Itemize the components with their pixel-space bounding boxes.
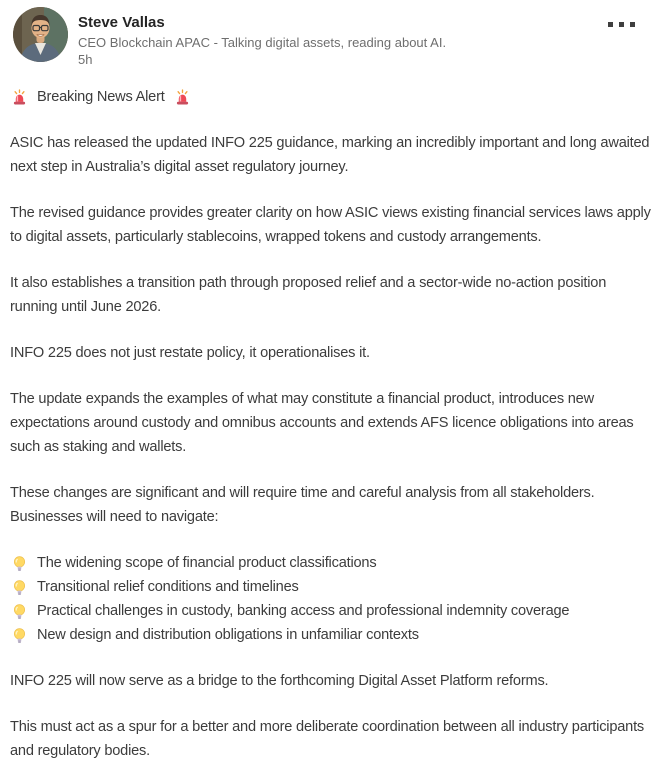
bullet-text: Transitional relief conditions and timelines <box>37 579 299 595</box>
bulb-icon <box>11 603 28 620</box>
ellipsis-icon <box>608 22 635 27</box>
author-name[interactable]: Steve Vallas <box>78 14 165 31</box>
siren-icon <box>11 89 28 106</box>
post-paragraph: These changes are significant and will require time and careful analysis from all stakeholders. Businesses will need to navigate: <box>10 485 595 525</box>
post-header <box>0 0 666 68</box>
avatar[interactable] <box>13 7 68 62</box>
author-headline: CEO Blockchain APAC - Talking digital assets, reading about AI. <box>78 35 447 50</box>
bulb-icon <box>11 555 28 572</box>
bullet-list <box>10 551 656 647</box>
siren-icon <box>174 89 191 106</box>
bulb-icon <box>11 627 28 644</box>
author-info <box>78 7 446 68</box>
post-paragraph: INFO 225 does not just restate policy, it operationalises it. <box>10 345 370 361</box>
alert-line <box>10 85 656 109</box>
post-paragraph: ASIC has released the updated INFO 225 guidance, marking an incredibly important and long awaited next step in Australia’s digital asset regulatory journey. <box>10 135 650 175</box>
bullet-item <box>10 599 656 623</box>
alert-text: Breaking News Alert <box>37 89 165 105</box>
post-paragraph: INFO 225 will now serve as a bridge to the forthcoming Digital Asset Platform reforms. <box>10 673 549 689</box>
post-paragraph: It also establishes a transition path through proposed relief and a sector-wide no-action position running until June 2026. <box>10 275 607 315</box>
post-timestamp: 5h <box>78 52 93 67</box>
bullet-text: New design and distribution obligations in unfamiliar contexts <box>37 627 419 643</box>
bullet-text: Practical challenges in custody, banking access and professional indemnity coverage <box>37 603 570 619</box>
avatar-photo <box>13 7 68 62</box>
bullet-item <box>10 623 656 647</box>
post-body <box>0 85 666 763</box>
bullet-item <box>10 551 656 575</box>
bullet-text: The widening scope of financial product classifications <box>37 555 377 571</box>
overflow-menu-button[interactable] <box>603 17 640 32</box>
post-paragraph: The update expands the examples of what may constitute a financial product, introduces new expectations around custody and omnibus accounts and extends AFS licence obligations into areas such as staking and wallets. <box>10 391 634 455</box>
post-paragraph: This must act as a spur for a better and more deliberate coordination between all industry participants and regulatory bodies. <box>10 719 645 759</box>
bulb-icon <box>11 579 28 596</box>
post-paragraph: The revised guidance provides greater clarity on how ASIC views existing financial services laws apply to digital assets, particularly stablecoins, wrapped tokens and custody arrangements. <box>10 205 651 245</box>
bullet-item <box>10 575 656 599</box>
